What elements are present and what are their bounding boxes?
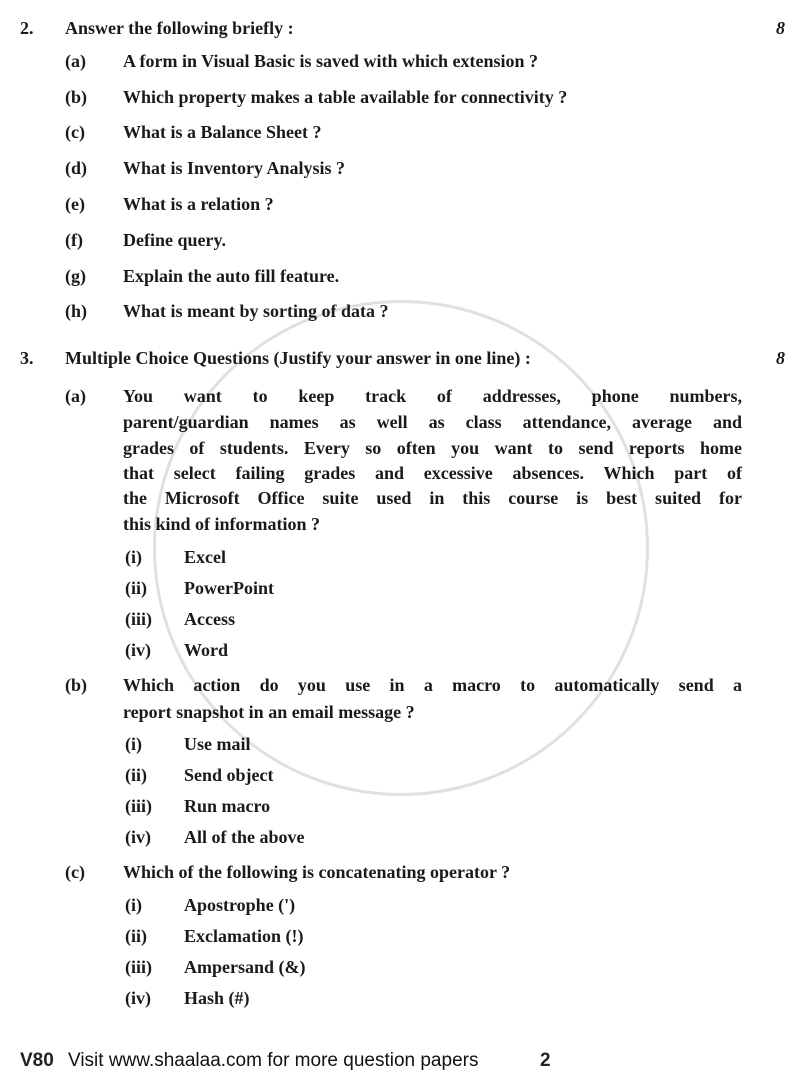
- option-label: (i): [125, 734, 142, 754]
- item-text: What is a Balance Sheet ?: [123, 122, 322, 142]
- subquestion-text-line: You want to keep track of addresses, phone numbers,: [123, 386, 742, 406]
- item-label: (c): [65, 122, 85, 142]
- paper-code: V80: [20, 1050, 54, 1071]
- option-label: (ii): [125, 578, 147, 598]
- option-text: Run macro: [184, 796, 271, 816]
- subquestion-text-line: report snapshot in an email message ?: [123, 702, 415, 722]
- option-text: Apostrophe ('): [184, 895, 296, 915]
- item-text: What is meant by sorting of data ?: [123, 301, 389, 321]
- option-label: (iii): [125, 609, 152, 629]
- item-text: What is a relation ?: [123, 194, 274, 214]
- subquestion-text-line: Which action do you use in a macro to automatically send a: [123, 675, 742, 695]
- item-label: (b): [65, 87, 87, 107]
- subquestion-text-line: Which of the following is concatenating operator ?: [123, 862, 511, 882]
- item-label: (h): [65, 301, 87, 321]
- item-label: (e): [65, 194, 85, 214]
- option-label: (i): [125, 895, 142, 915]
- page-number: 2: [540, 1050, 551, 1071]
- subquestion-text-line: parent/guardian names as well as class attendance, average and: [123, 412, 742, 432]
- question-number: 2.: [20, 18, 34, 38]
- option-text: Hash (#): [184, 988, 250, 1008]
- option-label: (iv): [125, 827, 151, 847]
- subquestion-label: (c): [65, 862, 85, 882]
- option-text: Ampersand (&): [184, 957, 306, 977]
- item-label: (a): [65, 51, 86, 71]
- option-label: (iii): [125, 957, 152, 977]
- option-text: Use mail: [184, 734, 251, 754]
- subquestion-text-line: this kind of information ?: [123, 514, 321, 534]
- option-text: Exclamation (!): [184, 926, 304, 946]
- subquestion-text-line: the Microsoft Office suite used in this course is best suited for: [123, 488, 742, 508]
- option-text: Excel: [184, 547, 226, 567]
- option-text: Access: [184, 609, 235, 629]
- option-text: PowerPoint: [184, 578, 274, 598]
- option-label: (iii): [125, 796, 152, 816]
- item-text: A form in Visual Basic is saved with which extension ?: [123, 51, 539, 71]
- option-label: (iv): [125, 988, 151, 1008]
- option-label: (i): [125, 547, 142, 567]
- subquestion-text-line: grades of students. Every so often you want to send reports home: [123, 438, 742, 458]
- subquestion-label: (b): [65, 675, 87, 695]
- item-text: Explain the auto fill feature.: [123, 266, 340, 286]
- footer-link[interactable]: Visit www.shaalaa.com for more question papers: [68, 1050, 479, 1071]
- option-text: All of the above: [184, 827, 305, 847]
- subquestion-text-line: that select failing grades and excessive absences. Which part of: [123, 463, 742, 483]
- question-title: Multiple Choice Questions (Justify your answer in one line) :: [65, 348, 531, 368]
- option-label: (ii): [125, 926, 147, 946]
- item-text: What is Inventory Analysis ?: [123, 158, 346, 178]
- question-marks: 8: [776, 18, 785, 38]
- question-title: Answer the following briefly :: [65, 18, 294, 38]
- option-label: (iv): [125, 640, 151, 660]
- item-text: Define query.: [123, 230, 226, 250]
- option-text: Word: [184, 640, 229, 660]
- question-number: 3.: [20, 348, 34, 368]
- question-marks: 8: [776, 348, 785, 368]
- option-text: Send object: [184, 765, 274, 785]
- option-label: (ii): [125, 765, 147, 785]
- item-label: (d): [65, 158, 87, 178]
- item-text: Which property makes a table available for connectivity ?: [123, 87, 568, 107]
- item-label: (f): [65, 230, 83, 250]
- item-label: (g): [65, 266, 86, 286]
- subquestion-label: (a): [65, 386, 86, 406]
